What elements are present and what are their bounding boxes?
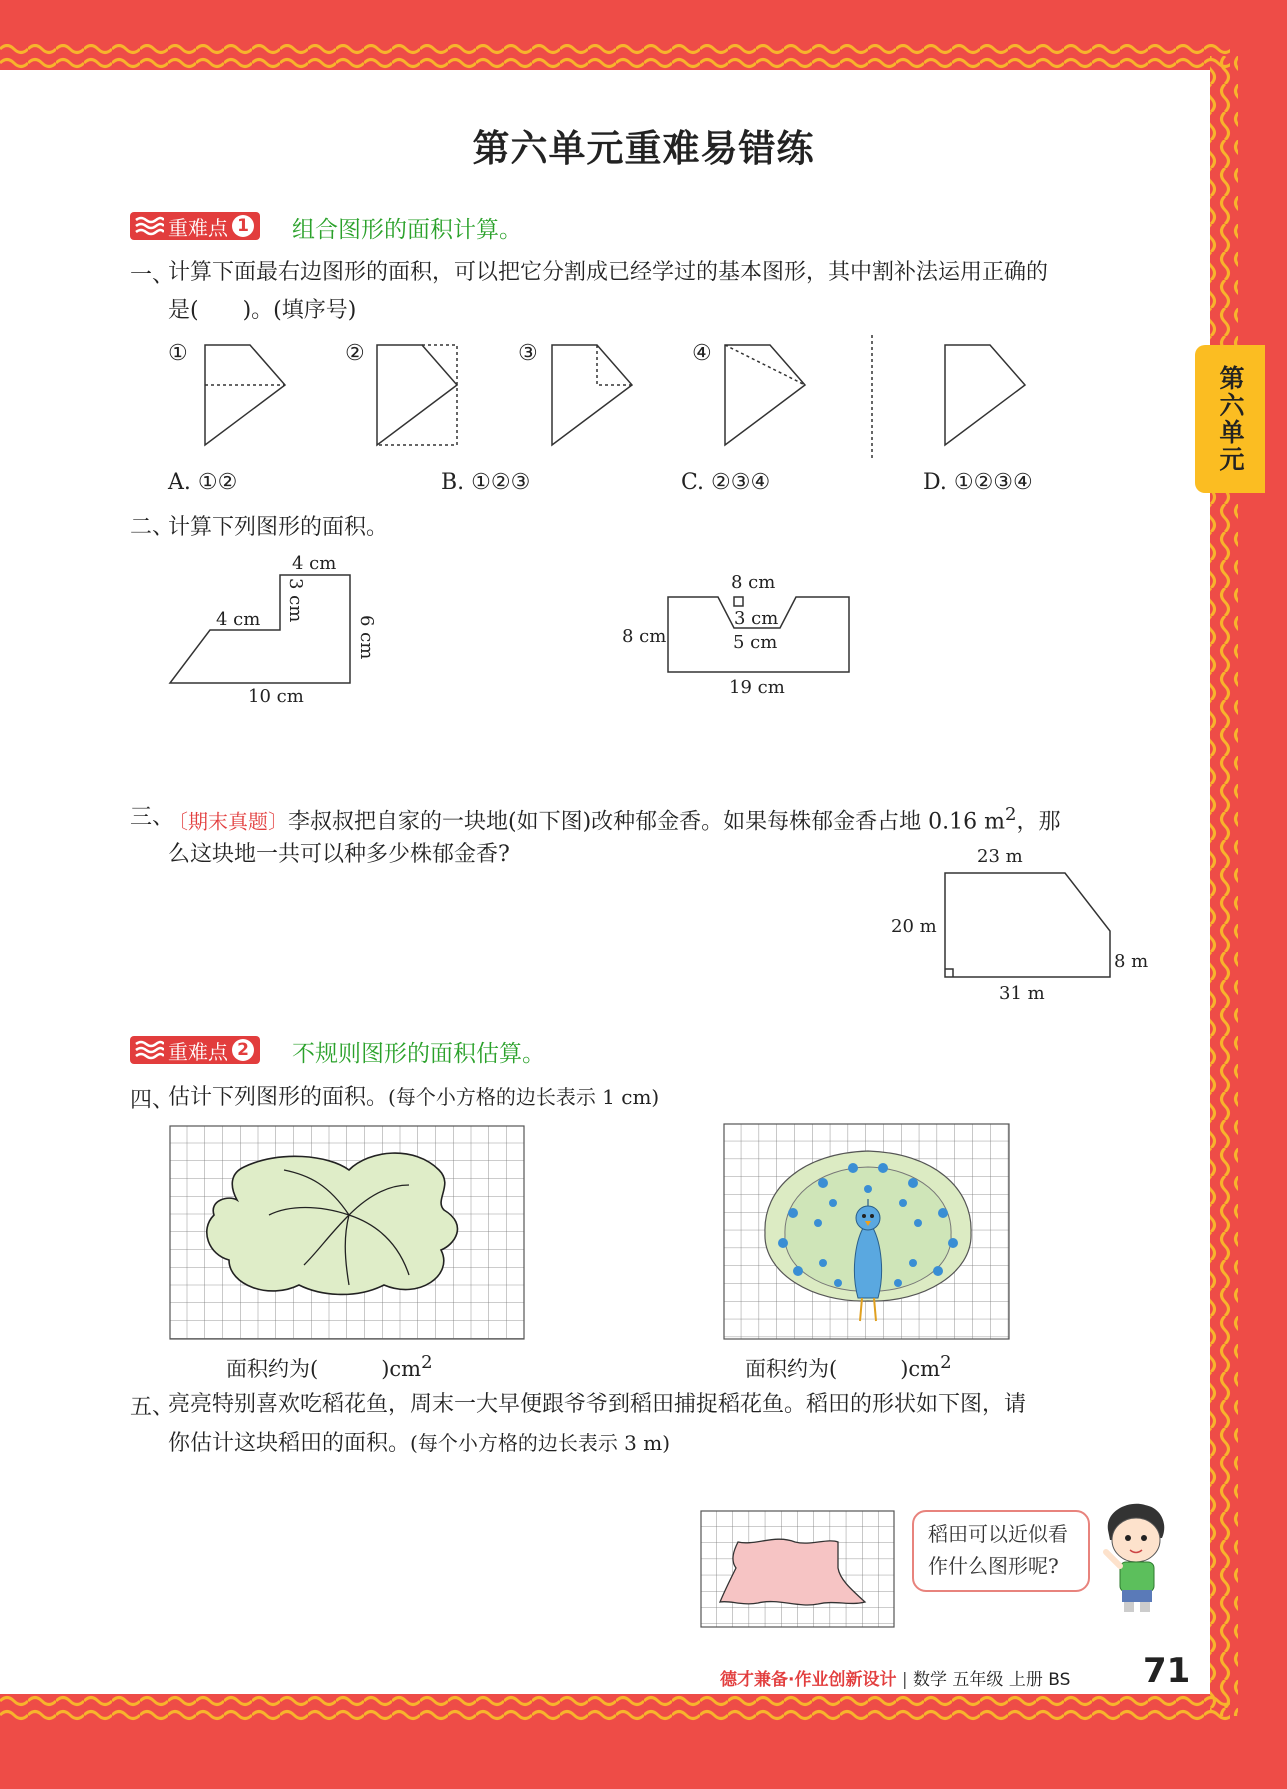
leaf-grid-figure	[169, 1125, 525, 1341]
badge-number: 2	[232, 1039, 254, 1061]
footer-grade: 五年级	[952, 1670, 1004, 1690]
fig2-bottom-label: 19 cm	[729, 677, 785, 698]
split-figure-2	[377, 345, 457, 445]
question-4-number: 四、	[130, 1088, 175, 1113]
answer-line-1	[226, 1345, 433, 1387]
leaf-shape	[207, 1153, 458, 1294]
q3-bottom-label: 31 m	[999, 983, 1045, 1004]
waves-icon	[134, 216, 164, 236]
fig2-mid-label: 5 cm	[733, 632, 778, 653]
footer-subject: 数学	[913, 1670, 948, 1690]
badge-label: 重难点	[168, 1039, 228, 1064]
superscript: 2	[940, 1352, 952, 1373]
question-1-number: 一、	[130, 263, 175, 288]
fig1-right-label: 6 cm	[356, 615, 377, 660]
q3-field-figure	[940, 868, 1120, 983]
key-point-badge-1	[130, 212, 260, 240]
question-5-text: 你估计这块稻田的面积。	[168, 1431, 411, 1456]
superscript: 2	[1005, 804, 1017, 825]
badge-number: 1	[232, 215, 254, 237]
unit-side-tab: 第六单元	[1195, 345, 1265, 493]
question-5-note: (每个小方格的边长表示 3 m)	[410, 1431, 671, 1455]
reference-figure	[945, 345, 1025, 445]
footer-line: 德才兼备·作业创新设计 | 数学 五年级 上册 BS	[720, 1670, 1071, 1690]
fig1-step-label: 4 cm	[216, 609, 261, 630]
superscript: 2	[421, 1352, 433, 1373]
question-3-line-1	[168, 797, 1060, 840]
fig1-top-label: 4 cm	[292, 553, 337, 574]
question-4-line	[168, 1079, 659, 1116]
figure-label-3: ③	[518, 341, 538, 366]
figure-label-1: ①	[168, 341, 188, 366]
split-figure-1	[205, 345, 285, 445]
question-3-line-2: 么这块地一共可以种多少株郁金香?	[168, 842, 510, 867]
footer-edition: BS	[1048, 1670, 1071, 1690]
figure-label-4: ④	[692, 341, 712, 366]
question-3-text-b: ，那	[1016, 809, 1061, 835]
question-5-number: 五、	[130, 1395, 175, 1420]
q3-left-label: 20 m	[891, 916, 937, 937]
question-5-line-2	[168, 1425, 670, 1462]
figure-label-2: ②	[345, 341, 365, 366]
question-4-text: 估计下列图形的面积。	[168, 1085, 389, 1110]
key-point-title-1: 组合图形的面积计算。	[292, 217, 522, 243]
footer-volume: 上册	[1008, 1670, 1043, 1690]
exam-tag: 〔期末真题〕	[168, 809, 288, 834]
question-3-text-a: 李叔叔把自家的一块地(如下图)改种郁金香。如果每株郁金香占地 0.16 m	[288, 809, 1006, 835]
question-1-line-2: 是( )。(填序号)	[168, 298, 357, 323]
split-figure-3	[552, 345, 632, 445]
question-5-line-1: 亮亮特别喜欢吃稻花鱼，周末一大早便跟爷爷到稻田捕捉稻花鱼。稻田的形状如下图，请	[168, 1392, 1027, 1417]
fig1-inner-height-label: 3 cm	[285, 578, 306, 623]
answer-line-2	[745, 1345, 952, 1387]
page-number: 71	[1143, 1651, 1191, 1691]
fig2-left-label: 8 cm	[622, 626, 667, 647]
option-d: D. ①②③④	[923, 470, 1033, 495]
answer-text-1: 面积约为( )cm	[226, 1357, 422, 1381]
fig1-bottom-label: 10 cm	[248, 686, 304, 707]
q3-top-label: 23 m	[977, 846, 1023, 867]
option-b: B. ①②③	[441, 470, 531, 495]
fig2-inner-label: 3 cm	[734, 608, 779, 629]
question-3-number: 三、	[130, 805, 175, 830]
split-figure-4	[725, 345, 805, 445]
hint-speech-bubble	[912, 1510, 1090, 1592]
q3-right-label: 8 m	[1114, 951, 1149, 972]
rice-field-grid-figure	[700, 1510, 896, 1630]
hint-line-1: 稻田可以近似看	[928, 1522, 1068, 1546]
answer-text-2: 面积约为( )cm	[745, 1357, 941, 1381]
question-2-text: 计算下列图形的面积。	[168, 515, 389, 540]
question-1-line-1: 计算下面最右边图形的面积，可以把它分割成已经学过的基本图形，其中割补法运用正确的	[168, 260, 1049, 285]
badge-label: 重难点	[168, 215, 228, 240]
footer-brand: 德才兼备·作业创新设计	[720, 1670, 897, 1690]
boy-cartoon	[1100, 1500, 1170, 1615]
page-title: 第六单元重难易错练	[472, 127, 815, 170]
key-point-title-2: 不规则图形的面积估算。	[292, 1041, 545, 1067]
q1-figures	[195, 330, 1035, 460]
peacock-grid-figure	[723, 1123, 1011, 1341]
fig2-top-label: 8 cm	[731, 572, 776, 593]
option-a: A. ①②	[168, 470, 238, 495]
hint-line-2: 作什么图形呢?	[928, 1554, 1059, 1578]
question-2-number: 二、	[130, 515, 175, 540]
option-c: C. ②③④	[681, 470, 771, 495]
key-point-badge-2	[130, 1036, 260, 1064]
waves-icon	[134, 1040, 164, 1060]
question-4-note: (每个小方格的边长表示 1 cm)	[388, 1085, 660, 1109]
